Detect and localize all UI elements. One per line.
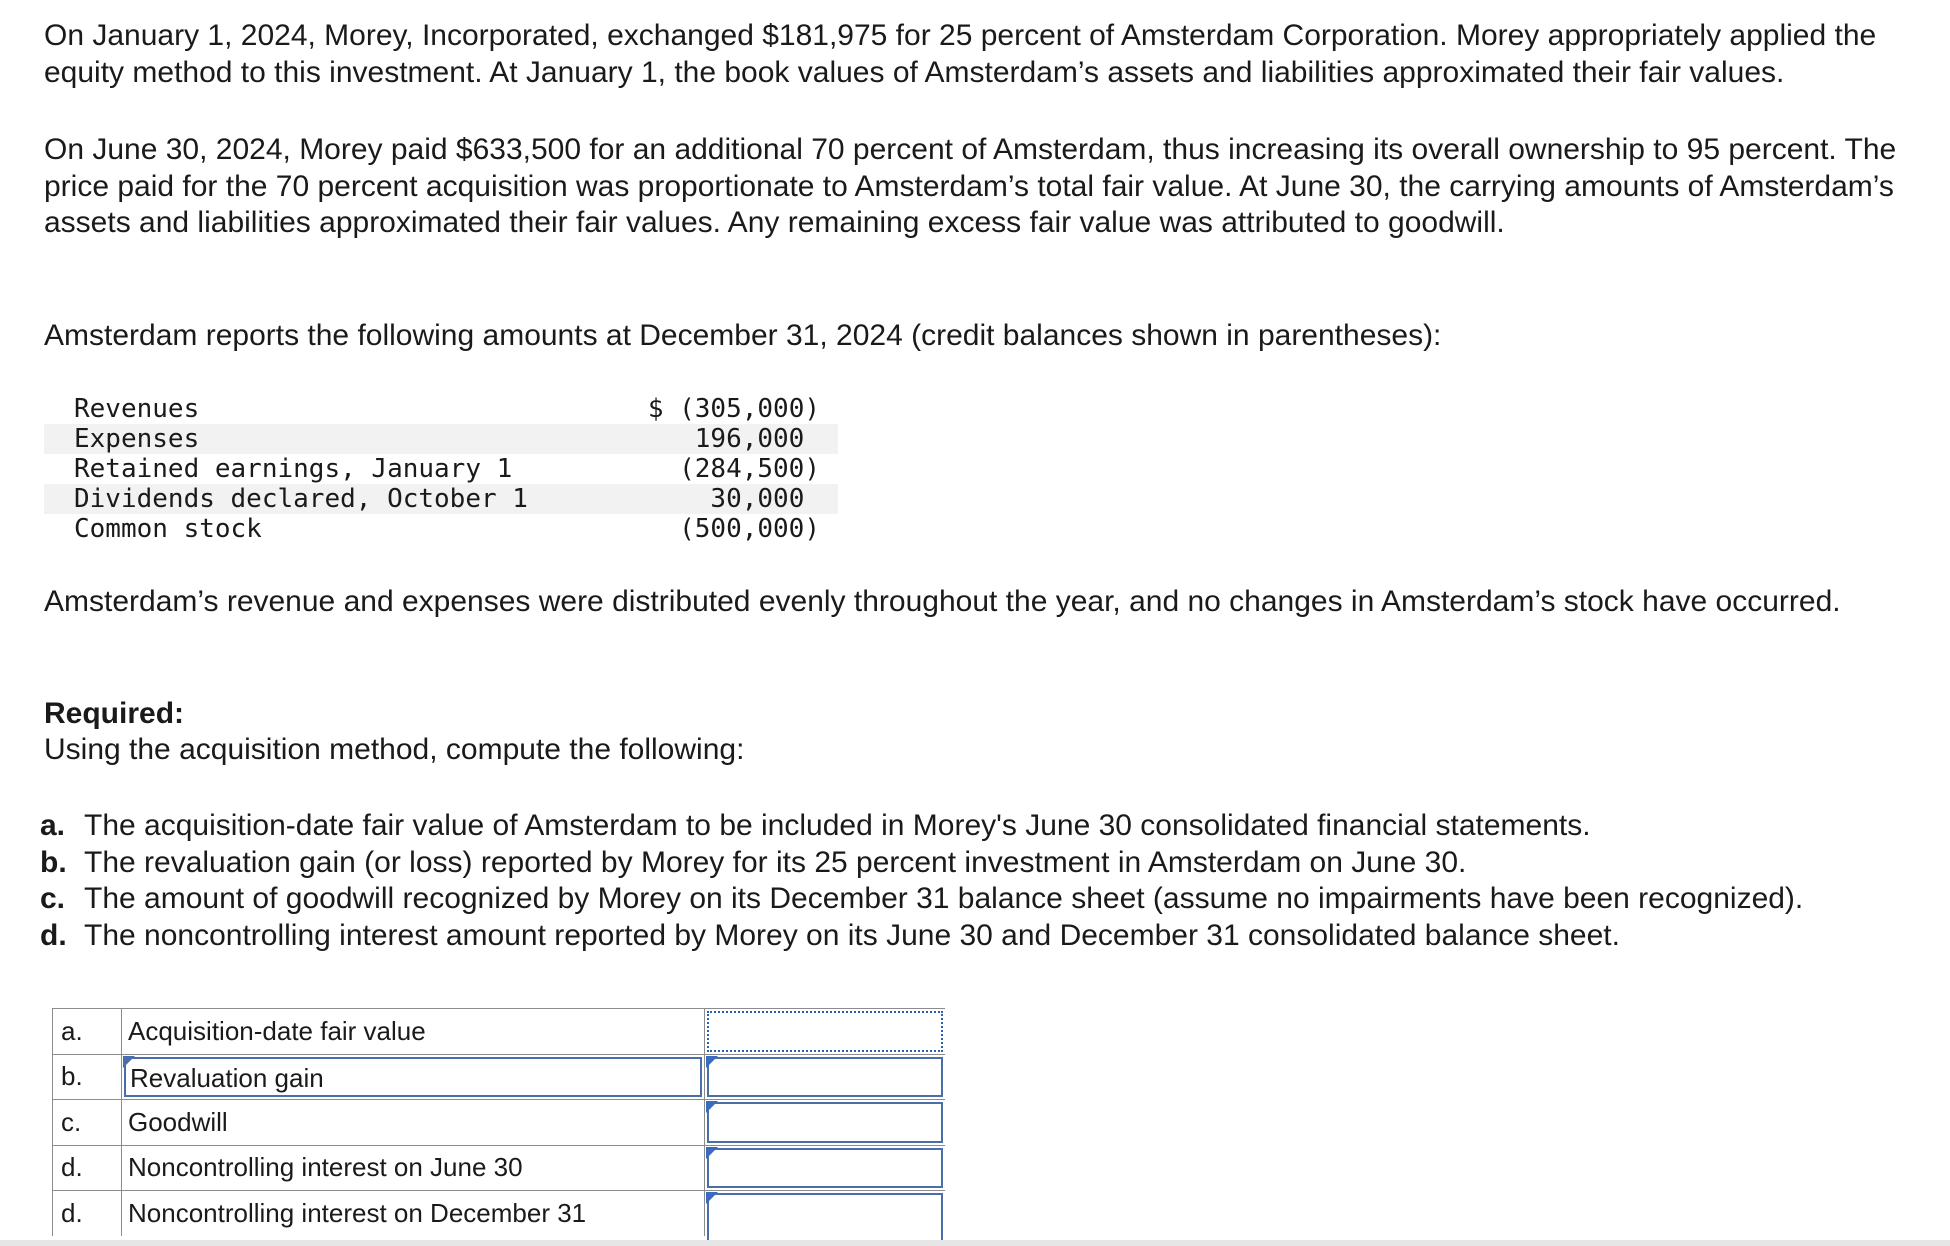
amounts-row xyxy=(44,514,838,544)
amounts-row xyxy=(44,394,838,424)
answer-input-cell[interactable] xyxy=(705,1100,946,1146)
revaluation-gain-input[interactable] xyxy=(707,1057,943,1098)
dropdown-indicator-icon xyxy=(123,1056,135,1068)
goodwill-input[interactable] xyxy=(707,1102,943,1143)
amounts-label: Expenses xyxy=(74,424,200,454)
acquisition-fair-value-input[interactable] xyxy=(707,1011,943,1052)
required-instruction: Using the acquisition method, compute the following: xyxy=(44,733,745,766)
required-list xyxy=(40,808,1920,954)
required-heading: Required: xyxy=(44,697,185,730)
intro-paragraph-2: On June 30, 2024, Morey paid $633,500 for an additional 70 percent of Amsterdam, thus increasing its overall ownership to 95 percent. The price paid for the 70 percent acquisition was proportionate to Amsterdam’s total fair value. At June 30, the carrying amounts of Amsterdam’s assets and liabilities approximated their fair values. Any remaining excess fair value was attributed to goodwill. xyxy=(44,133,1897,239)
amounts-row xyxy=(44,454,838,484)
input-indicator-icon xyxy=(706,1147,718,1159)
item-text: The amount of goodwill recognized by Morey on its December 31 balance sheet (assume no impairments have been recognized). xyxy=(84,882,1804,915)
answer-input-cell[interactable] xyxy=(705,1191,946,1236)
table-row xyxy=(53,1100,946,1146)
amounts-value: 196,000 xyxy=(694,424,820,454)
answer-label: Acquisition-date fair value xyxy=(122,1009,705,1055)
amounts-value: 30,000 xyxy=(710,484,820,514)
amounts-value: (284,500) xyxy=(679,454,820,484)
revaluation-label-select[interactable]: Revaluation gain xyxy=(124,1057,702,1098)
input-indicator-icon xyxy=(706,1192,718,1204)
intro-paragraph-3: Amsterdam reports the following amounts at December 31, 2024 (credit balances shown in parentheses): xyxy=(44,319,1442,352)
nci-june-input[interactable] xyxy=(707,1148,943,1189)
amounts-label: Retained earnings, January 1 xyxy=(74,454,513,484)
list-item xyxy=(40,918,1920,955)
answer-letter: d. xyxy=(53,1191,122,1236)
answer-input-cell[interactable] xyxy=(705,1054,946,1100)
list-item xyxy=(40,845,1920,882)
answer-input-cell[interactable] xyxy=(705,1145,946,1191)
amounts-label: Dividends declared, October 1 xyxy=(74,484,528,514)
input-indicator-icon xyxy=(706,1056,718,1068)
item-letter: c. xyxy=(40,882,66,915)
answer-letter: c. xyxy=(53,1100,122,1146)
item-letter: b. xyxy=(40,845,67,879)
item-text: The noncontrolling interest amount reported by Morey on its June 30 and December 31 consolidated balance sheet. xyxy=(84,918,1620,952)
amounts-row xyxy=(44,424,838,454)
answer-table xyxy=(52,1008,945,1236)
answer-label-dropdown[interactable] xyxy=(122,1054,705,1100)
item-letter: a. xyxy=(40,809,66,842)
answer-label: Noncontrolling interest on December 31 xyxy=(122,1191,705,1236)
amounts-value: $ (305,000) xyxy=(647,394,820,424)
answer-input-cell[interactable] xyxy=(705,1009,946,1055)
list-item xyxy=(40,881,1920,918)
table-row xyxy=(53,1009,946,1055)
item-text: The revaluation gain (or loss) reported by Morey for its 25 percent investment in Amsterdam on June 30. xyxy=(84,845,1467,879)
answer-letter: b. xyxy=(53,1054,122,1100)
answer-letter: d. xyxy=(53,1145,122,1191)
intro-paragraph-1: On January 1, 2024, Morey, Incorporated, exchanged $181,975 for 25 percent of Amsterdam Corporation. Morey appropriately applied the equity method to this investment. At January 1, the book values of Amsterdam’s assets and liabilities approximated their fair values. xyxy=(44,19,1877,89)
amounts-value: (500,000) xyxy=(679,514,820,544)
answer-letter: a. xyxy=(53,1009,122,1055)
table-row xyxy=(53,1145,946,1191)
nci-december-input[interactable] xyxy=(707,1193,943,1240)
amounts-label: Revenues xyxy=(74,394,200,424)
amounts-label: Common stock xyxy=(74,514,262,544)
horizontal-scrollbar[interactable] xyxy=(0,1240,1950,1246)
item-letter: d. xyxy=(40,918,67,952)
amounts-row xyxy=(44,484,838,514)
answer-label: Goodwill xyxy=(122,1100,705,1146)
table-row xyxy=(53,1054,946,1100)
table-row xyxy=(53,1191,946,1236)
item-text: The acquisition-date fair value of Amsterdam to be included in Morey's June 30 consolidated financial statements. xyxy=(84,809,1591,842)
list-item xyxy=(40,808,1920,845)
answer-label: Noncontrolling interest on June 30 xyxy=(122,1145,705,1191)
intro-paragraph-4: Amsterdam’s revenue and expenses were distributed evenly throughout the year, and no changes in Amsterdam’s stock have occurred. xyxy=(44,585,1841,618)
input-indicator-icon xyxy=(706,1101,718,1113)
amounts-table xyxy=(44,394,838,544)
